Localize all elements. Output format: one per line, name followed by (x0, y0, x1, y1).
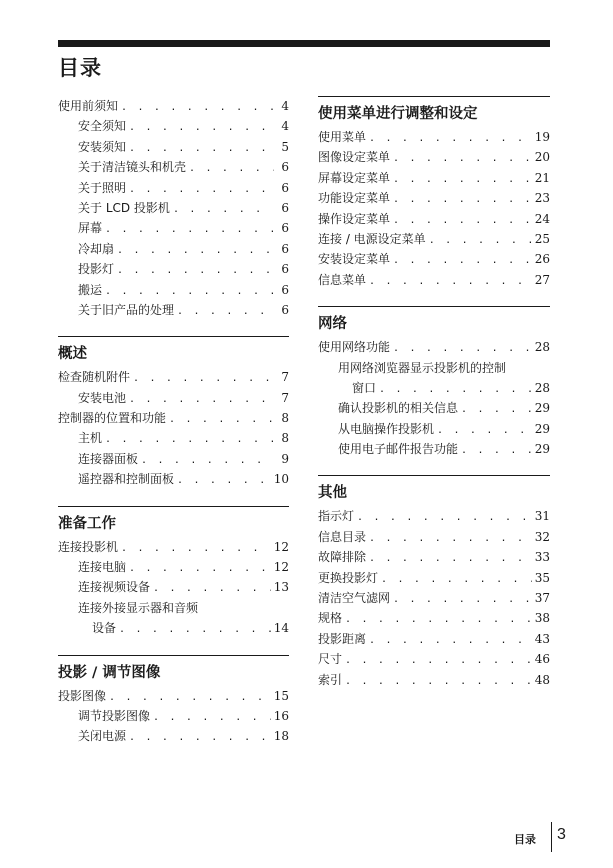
toc-entry[interactable] (318, 378, 550, 398)
dot-leader (117, 261, 274, 281)
top-rule (58, 40, 550, 47)
toc-entry[interactable] (318, 547, 550, 567)
toc-entry[interactable] (58, 280, 289, 300)
toc-entry-page: 15 (273, 688, 289, 703)
toc-entry[interactable] (58, 300, 289, 320)
toc-entry-page: 8 (281, 431, 289, 446)
section-entries (318, 506, 550, 690)
toc-entry-page: 29 (534, 442, 550, 457)
dot-leader (369, 272, 532, 292)
toc-entry-title: 安装设定菜单 (318, 252, 391, 267)
section-heading: 其他 (318, 485, 347, 502)
toc-entry-page: 18 (273, 729, 289, 744)
toc-entry-page: 9 (281, 451, 289, 466)
toc-entry[interactable] (318, 629, 550, 649)
toc-entry[interactable] (318, 506, 550, 526)
toc-entry-title: 搬运 (78, 282, 103, 297)
toc-entry-title: 更换投影灯 (318, 570, 379, 585)
intro-entries (58, 96, 289, 320)
dot-leader (119, 620, 271, 640)
section-heading: 使用菜单进行调整和设定 (318, 106, 478, 122)
toc-entry[interactable] (318, 270, 550, 290)
toc-entry[interactable] (58, 469, 289, 489)
toc-entry-page: 26 (534, 252, 550, 267)
toc-entry[interactable] (58, 157, 289, 177)
toc-entry-title: 信息菜单 (318, 272, 367, 287)
toc-entry-title: 关于照明 (78, 180, 127, 195)
toc-entry-title: 尺寸 (318, 652, 343, 667)
toc-entry-page: 10 (273, 472, 289, 487)
toc-entry-page: 4 (281, 99, 289, 113)
toc-entry-title: 用网络浏览器显示投影机的控制 (338, 360, 507, 375)
toc-entry-page: 6 (281, 241, 289, 256)
page-title: 目录 (58, 56, 102, 80)
toc-entry[interactable] (318, 527, 550, 547)
toc-entry-page: 43 (534, 631, 550, 646)
toc-entry-title: 冷却扇 (78, 241, 115, 256)
dot-leader (379, 380, 532, 400)
toc-entry-title: 检查随机附件 (58, 370, 131, 385)
right-sections (318, 96, 550, 690)
toc-entry-title: 使用前须知 (58, 99, 119, 113)
toc-entry-title: 投影灯 (78, 262, 115, 277)
toc-entry-title: 连接电脑 (78, 560, 127, 575)
toc-entry[interactable] (318, 439, 550, 459)
toc-entry-title: 功能设定菜单 (318, 191, 391, 206)
dot-leader (105, 430, 274, 450)
toc-entry-title: 投影图像 (58, 688, 107, 703)
toc-entry-page: 7 (281, 370, 289, 385)
dot-leader (357, 508, 532, 528)
dot-leader (393, 190, 532, 210)
dot-leader (153, 708, 271, 728)
toc-entry-page: 6 (281, 180, 289, 195)
toc-entry-page: 28 (534, 380, 550, 395)
footer-divider (551, 822, 552, 852)
dot-leader (381, 570, 532, 590)
section-heading: 网络 (318, 316, 347, 333)
toc-entry-page: 12 (273, 539, 289, 554)
toc-entry[interactable] (58, 367, 289, 387)
toc-entry[interactable] (318, 670, 550, 690)
section-heading: 投影 / 调节图像 (58, 664, 161, 681)
toc-entry-page: 6 (281, 160, 289, 175)
toc-entry-title: 屏幕 (78, 221, 103, 236)
dot-leader (429, 231, 532, 251)
toc-entry-title: 安全须知 (78, 119, 127, 134)
toc-entry-title: 使用菜单 (318, 130, 367, 144)
toc-entry[interactable] (318, 229, 550, 249)
toc-entry-title: 连接视频设备 (78, 580, 151, 595)
dot-leader (129, 139, 274, 159)
toc-entry[interactable] (318, 209, 550, 229)
toc-entry-title: 关于旧产品的处理 (78, 302, 175, 317)
toc-entry[interactable] (58, 198, 289, 218)
toc-entry[interactable] (318, 188, 550, 208)
toc-entry[interactable] (318, 568, 550, 588)
dot-leader (129, 180, 274, 200)
toc-entry-title: 图像设定菜单 (318, 150, 391, 165)
toc-entry[interactable] (58, 557, 289, 577)
toc-entry-page: 38 (534, 611, 550, 626)
toc-section (318, 96, 550, 290)
toc-entry-title: 屏幕设定菜单 (318, 170, 391, 185)
toc-entry-title: 投影距离 (318, 631, 367, 646)
dot-leader (393, 149, 532, 169)
toc-entry-page: 25 (534, 231, 550, 246)
toc-entry-title: 规格 (318, 611, 343, 626)
toc-entry-page: 23 (534, 191, 550, 206)
toc-entry[interactable] (58, 618, 289, 638)
toc-entry-page: 6 (281, 302, 289, 317)
dot-leader (345, 651, 532, 671)
section-entries (318, 127, 550, 290)
toc-entry-page: 27 (534, 272, 550, 287)
toc-entry-title: 调节投影图像 (78, 708, 151, 723)
toc-entry-title: 关闭电源 (78, 729, 127, 744)
dot-leader (133, 369, 274, 389)
toc-entry[interactable] (318, 147, 550, 167)
toc-entry[interactable] (58, 706, 289, 726)
toc-entry[interactable] (58, 116, 289, 136)
dot-leader (177, 302, 274, 322)
toc-entry-title: 关于清洁镜头和机壳 (78, 160, 187, 175)
toc-entry-page: 35 (534, 570, 550, 585)
dot-leader (369, 631, 532, 651)
toc-entry-page: 20 (534, 150, 550, 165)
toc-entry-page: 6 (281, 262, 289, 277)
toc-entry-title: 设备 (92, 621, 117, 636)
toc-entry[interactable] (318, 168, 550, 188)
toc-entry[interactable] (318, 249, 550, 269)
toc-entry-page: 16 (273, 708, 289, 723)
section-heading: 准备工作 (58, 515, 116, 532)
toc-entry-page: 6 (281, 221, 289, 236)
section-entries (58, 367, 289, 489)
toc-entry-page: 6 (281, 282, 289, 297)
toc-entry[interactable] (58, 408, 289, 428)
dot-leader (189, 159, 274, 179)
toc-entry-title: 安装须知 (78, 139, 127, 154)
toc-entry-page: 32 (534, 529, 550, 544)
dot-leader (169, 410, 274, 430)
toc-entry-title: 连接器面板 (78, 451, 139, 466)
dot-leader (121, 539, 271, 559)
dot-leader (129, 118, 274, 138)
dot-leader (393, 211, 532, 231)
toc-entry[interactable] (58, 137, 289, 157)
toc-entry-page: 31 (534, 509, 550, 524)
toc-section (318, 475, 550, 690)
toc-entry-page: 5 (281, 139, 289, 154)
dot-leader (393, 590, 532, 610)
toc-entry[interactable] (318, 337, 550, 357)
page-number: 3 (557, 826, 566, 843)
dot-leader (393, 170, 532, 190)
toc-entry-page: 24 (534, 211, 550, 226)
toc-entry-title: 安装电池 (78, 390, 127, 405)
toc-section (58, 506, 289, 639)
toc-entry-page: 21 (534, 170, 550, 185)
toc-entry[interactable] (58, 218, 289, 238)
toc-entry[interactable] (318, 358, 550, 378)
toc-entry[interactable] (318, 608, 550, 628)
dot-leader (437, 421, 532, 441)
dot-leader (345, 672, 532, 692)
toc-entry-title: 连接外接显示器和音频 (78, 600, 199, 615)
dot-leader (117, 241, 274, 261)
dot-leader (369, 129, 532, 149)
toc-entry[interactable] (58, 537, 289, 557)
footer-label: 目录 (514, 833, 536, 846)
section-entries (318, 337, 550, 459)
toc-entry-title: 遥控器和控制面板 (78, 472, 175, 487)
toc-entry-page: 37 (534, 591, 550, 606)
toc-entry[interactable] (58, 96, 289, 116)
section-entries (58, 686, 289, 747)
toc-entry[interactable] (318, 398, 550, 418)
dot-leader (393, 339, 532, 359)
toc-entry[interactable] (58, 388, 289, 408)
toc-entry-title: 指示灯 (318, 509, 355, 524)
left-sections (58, 336, 289, 746)
toc-entry-title: 连接 / 电源设定菜单 (318, 231, 426, 246)
toc-entry[interactable] (58, 428, 289, 448)
toc-left-column (58, 96, 289, 747)
toc-entry-page: 46 (534, 652, 550, 667)
dot-leader (177, 471, 271, 491)
toc-entry[interactable] (58, 178, 289, 198)
toc-entry-page: 8 (281, 411, 289, 426)
dot-leader (393, 251, 532, 271)
toc-entry-title: 关于 LCD 投影机 (78, 200, 170, 215)
toc-entry-page: 14 (273, 621, 289, 636)
dot-leader (129, 390, 274, 410)
toc-section (318, 306, 550, 459)
section-entries (58, 537, 289, 639)
dot-leader (141, 451, 274, 471)
toc-entry-page: 29 (534, 421, 550, 436)
toc-entry-title: 故障排除 (318, 550, 367, 565)
toc-entry-title: 窗口 (352, 380, 377, 395)
toc-entry-title: 使用网络功能 (318, 340, 391, 355)
dot-leader (173, 200, 274, 220)
toc-entry-title: 控制器的位置和功能 (58, 411, 167, 426)
toc-entry[interactable] (58, 577, 289, 597)
toc-right-column (318, 96, 550, 690)
dot-leader (129, 559, 271, 579)
toc-entry-title: 连接投影机 (58, 539, 119, 554)
toc-entry[interactable] (58, 598, 289, 618)
toc-entry[interactable] (318, 588, 550, 608)
toc-entry-title: 信息目录 (318, 529, 367, 544)
toc-entry-title: 主机 (78, 431, 103, 446)
toc-entry-page: 13 (273, 580, 289, 595)
toc-entry[interactable] (318, 649, 550, 669)
dot-leader (129, 728, 271, 748)
toc-entry[interactable] (318, 419, 550, 439)
toc-entry-page: 4 (281, 119, 289, 134)
toc-entry-title: 确认投影机的相关信息 (338, 401, 459, 416)
toc-section (58, 336, 289, 489)
toc-entry[interactable] (58, 239, 289, 259)
toc-entry-page: 33 (534, 550, 550, 565)
dot-leader (345, 610, 532, 630)
toc-entry[interactable] (318, 127, 550, 147)
dot-leader (369, 549, 532, 569)
toc-entry[interactable] (58, 726, 289, 746)
toc-entry-page: 28 (534, 340, 550, 355)
toc-entry-page: 19 (534, 130, 550, 144)
toc-entry-page: 48 (534, 672, 550, 687)
dot-leader (461, 441, 532, 461)
toc-entry-page: 12 (273, 560, 289, 575)
section-heading: 概述 (58, 346, 87, 363)
toc-entry-page: 29 (534, 401, 550, 416)
toc-entry[interactable] (58, 449, 289, 469)
dot-leader (121, 98, 274, 118)
toc-entry-title: 操作设定菜单 (318, 211, 391, 226)
toc-entry-page: 6 (281, 200, 289, 215)
toc-entry-title: 使用电子邮件报告功能 (338, 442, 459, 457)
dot-leader (109, 688, 271, 708)
toc-section (58, 655, 289, 747)
dot-leader (153, 579, 271, 599)
toc-entry-page: 7 (281, 390, 289, 405)
toc-entry-title: 清洁空气滤网 (318, 591, 391, 606)
toc-entry[interactable] (58, 686, 289, 706)
toc-entry-title: 索引 (318, 672, 343, 687)
dot-leader (461, 400, 532, 420)
toc-entry[interactable] (58, 259, 289, 279)
dot-leader (369, 529, 532, 549)
dot-leader (105, 282, 274, 302)
dot-leader (105, 220, 274, 240)
toc-entry-title: 从电脑操作投影机 (338, 421, 435, 436)
